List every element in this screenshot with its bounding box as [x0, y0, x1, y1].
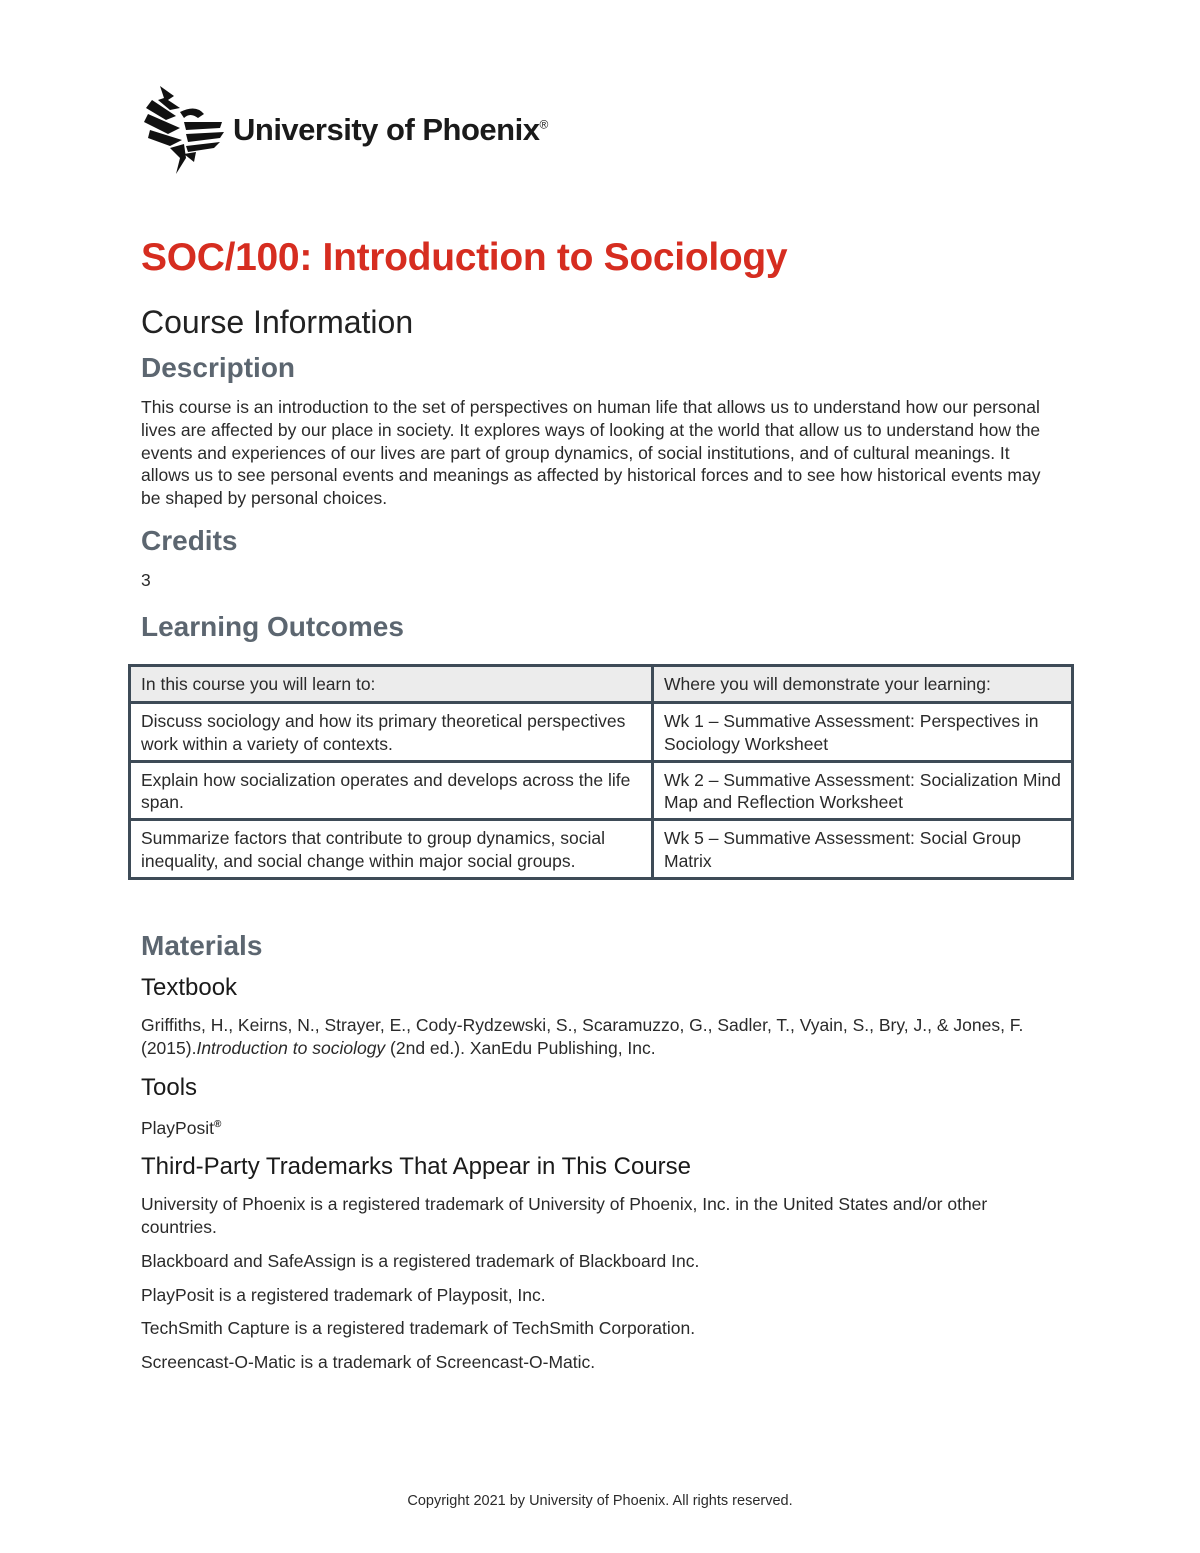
table-cell: Wk 5 – Summative Assessment: Social Group Matrix: [653, 820, 1073, 879]
credits-heading: Credits: [141, 524, 238, 556]
table-row: [130, 820, 1073, 879]
trademark-item: PlayPosit is a registered trademark of Playposit, Inc.: [141, 1284, 546, 1305]
textbook-title: Introduction to sociology: [196, 1037, 386, 1058]
learning-outcomes-heading: Learning Outcomes: [141, 610, 404, 642]
phoenix-bird-icon: [140, 82, 230, 180]
trademarks-heading: Third-Party Trademarks That Appear in This Course: [141, 1153, 692, 1181]
table-header-row: [130, 666, 1073, 703]
table-cell: Discuss sociology and how its primary theoretical perspectives work within a variety of contexts.: [130, 703, 653, 762]
table-header-cell: Where you will demonstrate your learning:: [653, 666, 1073, 703]
table-cell: Explain how socialization operates and develops across the life span.: [130, 761, 653, 820]
university-logo: [140, 82, 560, 182]
copyright-footer: Copyright 2021 by University of Phoenix. All rights reserved.: [407, 1493, 793, 1509]
table-cell: Wk 2 – Summative Assessment: Socialization Mind Map and Reflection Worksheet: [653, 761, 1073, 820]
description-text: This course is an introduction to the set of perspectives on human life that allows us to understand how our personal lives are affected by our place in society. It explores ways of looking at the world that allow us to understand how the events and experiences of our lives are part of group dynamics, of social institutions, and of cultural meanings. It allows us to see personal events and meanings as affected by historical forces and to see how historical events may be shaped by personal choices.: [141, 397, 1041, 509]
table-cell: Summarize factors that contribute to group dynamics, social inequality, and social change within major social groups.: [130, 820, 653, 879]
trademark-item: TechSmith Capture is a registered trademark of TechSmith Corporation.: [141, 1318, 696, 1339]
course-info-heading: Course Information: [141, 304, 414, 340]
logo-wordmark: University of Phoenix®: [233, 112, 548, 147]
table-row: [130, 703, 1073, 762]
table-row: [130, 761, 1073, 820]
learning-outcomes-table: [128, 664, 1074, 880]
credits-value: 3: [141, 569, 151, 590]
materials-section: [141, 930, 1061, 1374]
table-cell: Wk 1 – Summative Assessment: Perspectives in Sociology Worksheet: [653, 703, 1073, 762]
textbook-citation: Griffiths, H., Keirns, N., Strayer, E., Cody-Rydzewski, S., Scaramuzzo, G., Sadler, T., Vyain, S., Bry, J., & Jones, F. (2015).Introduction to sociology (2nd ed.). XanEdu Publishing, Inc.: [141, 1015, 1024, 1058]
table-header-cell: In this course you will learn to:: [130, 666, 653, 703]
description-heading: Description: [141, 352, 296, 383]
trademark-item: Blackboard and SafeAssign is a registered trademark of Blackboard Inc.: [141, 1250, 700, 1271]
tool-item: PlayPosit®: [141, 1117, 222, 1138]
trademark-item: Screencast-O-Matic is a trademark of Screencast-O-Matic.: [141, 1352, 596, 1373]
textbook-heading: Textbook: [141, 974, 238, 1001]
page-title: SOC/100: Introduction to Sociology: [141, 236, 788, 279]
trademark-item: University of Phoenix is a registered trademark of University of Phoenix, Inc. in the United States and/or other countries.: [141, 1194, 988, 1238]
materials-heading: Materials: [141, 930, 263, 961]
tools-heading: Tools: [141, 1073, 198, 1101]
course-header: [141, 236, 1061, 643]
